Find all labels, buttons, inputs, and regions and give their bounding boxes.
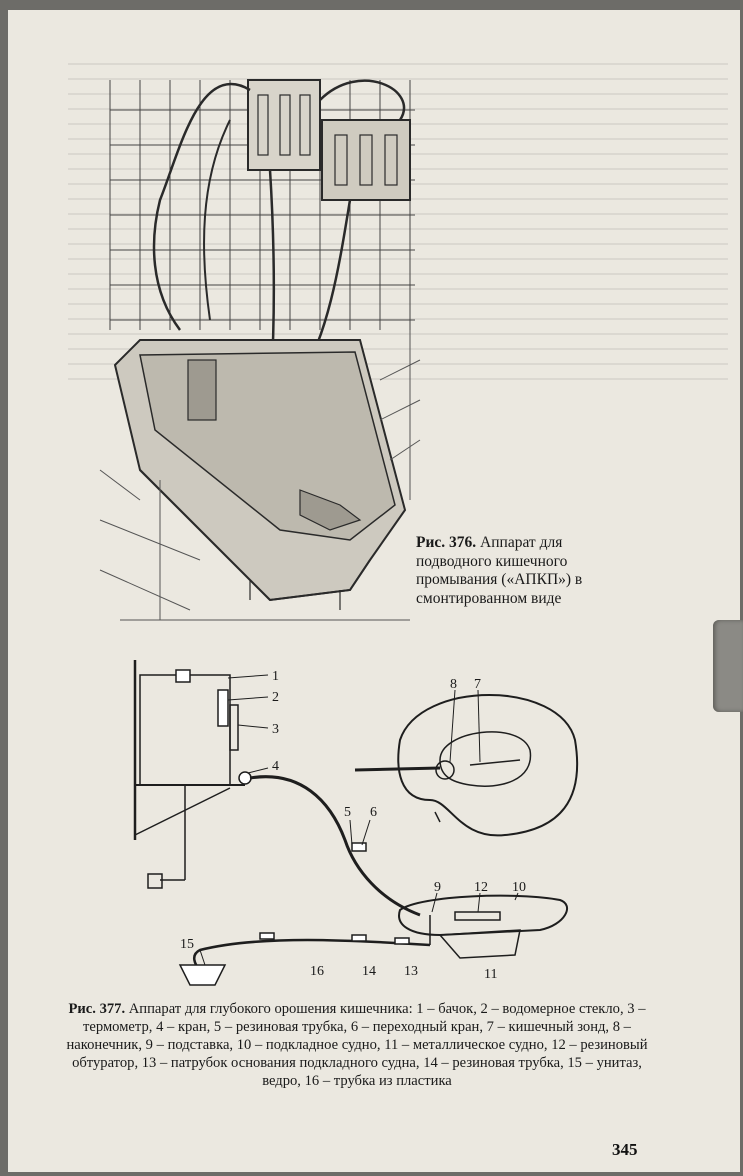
label-7: 7 (474, 677, 481, 692)
label-4: 4 (272, 759, 279, 774)
tank-left (248, 80, 320, 170)
label-10: 10 (512, 880, 526, 895)
figure-377-caption-text: Аппарат для глубокого орошения кишечника: 1 – бачок, 2 – водомерное стекло, 3 – термометр, 4 – кран, 5 – резиновая трубка, 6 – переходный кран, 7 – кишечный зонд, 8 – наконечник, 9 – подставка, 10 – подкладное судно, 11 – металлическое судно, 12 – резиновый обтуратор, 13 – патрубок основания подкладного судна, 14 – резиновая трубка, 15 – унитаз, ведро, 16 – трубка из пластика (66, 1001, 648, 1089)
tap-4 (239, 772, 251, 784)
label-6: 6 (370, 805, 377, 820)
water-glass-2 (218, 690, 228, 726)
bathtub (115, 340, 405, 610)
tank-1 (140, 675, 230, 785)
metal-vessel-11 (440, 930, 520, 958)
label-9: 9 (434, 880, 441, 895)
figure-377-caption (62, 1000, 652, 1090)
figure-377-number: Рис. 377. (68, 1001, 126, 1017)
obturator-12 (455, 912, 500, 920)
label-1: 1 (272, 669, 279, 684)
inset-oval (398, 695, 577, 835)
device-in-tub (188, 360, 216, 420)
rubber-tube-5 (250, 777, 420, 915)
label-8: 8 (450, 677, 457, 692)
label-13: 13 (404, 964, 418, 979)
thermometer-3 (230, 705, 238, 750)
transition-tap-6 (352, 843, 366, 851)
label-11: 11 (484, 967, 498, 982)
label-15: 15 (180, 937, 194, 952)
figure-376-caption (416, 534, 626, 608)
bedpan-10 (399, 896, 567, 935)
label-12: 12 (474, 880, 488, 895)
label-5: 5 (344, 805, 351, 820)
figure-377-diagram (0, 640, 743, 1000)
page-number: 345 (612, 1140, 638, 1159)
figure-376-number: Рис. 376. (416, 534, 477, 551)
label-14: 14 (362, 964, 376, 979)
intestinal-probe-7 (470, 760, 520, 765)
bucket-15 (180, 965, 225, 985)
label-3: 3 (272, 722, 279, 737)
label-2: 2 (272, 690, 279, 705)
figure-376-caption-text: Аппарат для подводного кишечного промывания («АПКП») в смонтированном виде (416, 534, 583, 607)
label-16: 16 (310, 964, 324, 979)
